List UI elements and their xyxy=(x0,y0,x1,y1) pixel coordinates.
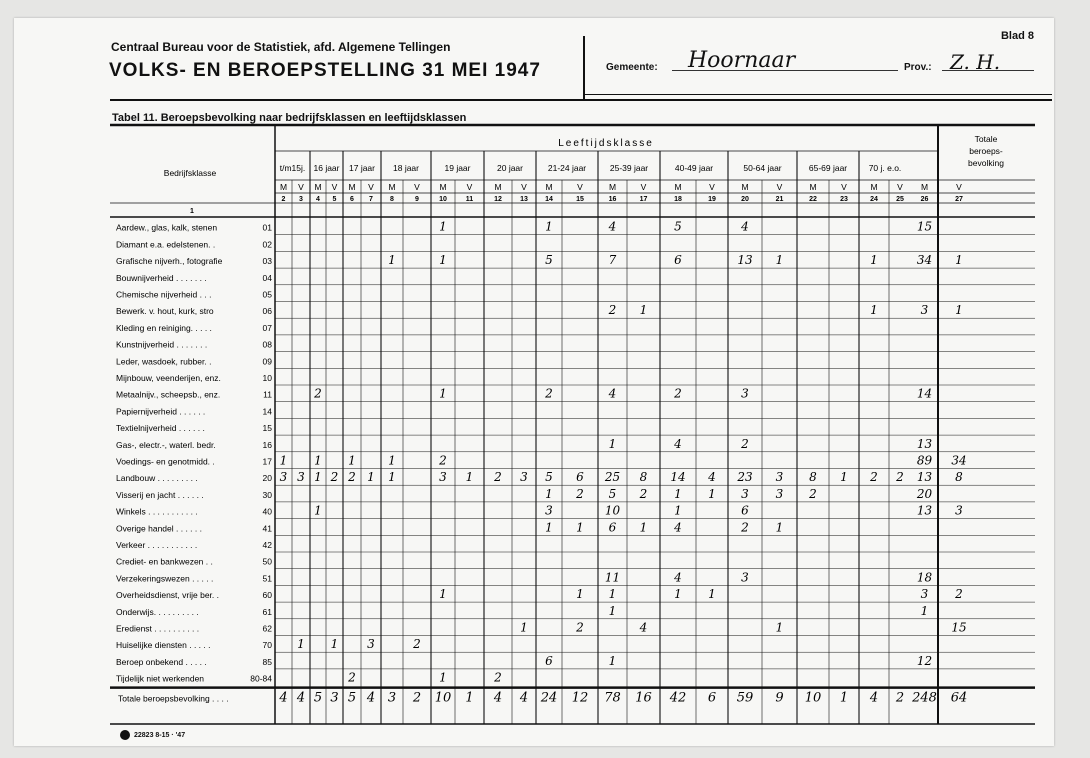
total-value: 4 xyxy=(493,690,503,706)
cell-value: 6 xyxy=(576,470,584,485)
col-number: 24 xyxy=(870,196,878,203)
cell-value: 1 xyxy=(439,386,447,401)
age-group-label: 20 jaar xyxy=(497,163,523,173)
leeftijd-header: Leeftijdsklasse xyxy=(558,138,654,149)
row-label: Overheidsdienst, vrije ber. . xyxy=(116,590,219,601)
cell-value: 4 xyxy=(608,219,617,234)
row-label: Diamant e.a. edelstenen. . xyxy=(116,239,216,250)
cell-value: 1 xyxy=(870,253,878,268)
cell-value: 1 xyxy=(674,486,682,501)
row-label: Metaalnijv., scheepsb., enz. xyxy=(116,389,221,400)
age-group-label: 17 jaar xyxy=(349,163,375,173)
row-code: 61 xyxy=(262,606,272,617)
cell-value: 2 xyxy=(674,386,682,401)
cell-value: 13 xyxy=(916,436,933,451)
cell-value: 4 xyxy=(708,470,716,485)
total-value: 4 xyxy=(366,690,376,706)
total-value: 9 xyxy=(775,690,784,706)
col-number: 11 xyxy=(465,196,474,203)
cell-value: 1 xyxy=(545,219,553,234)
cell-value: 15 xyxy=(916,219,933,234)
col-number: 15 xyxy=(576,196,584,203)
total-value: 3 xyxy=(387,690,397,706)
total-value: 2 xyxy=(412,690,422,706)
total-value: 10 xyxy=(804,690,822,706)
col-number: 23 xyxy=(840,196,848,203)
row-label: Voedings- en genotmidd. . xyxy=(116,456,215,467)
row-label: Winkels . . . . . . . . . . . xyxy=(116,506,198,517)
mv-label: M xyxy=(608,182,617,192)
col-number: 26 xyxy=(920,196,929,203)
col-number: 25 xyxy=(896,196,904,203)
row-code: 10 xyxy=(262,373,272,383)
cell-value: 1 xyxy=(348,453,356,468)
row-label: Chemische nijverheid . . . xyxy=(116,289,212,300)
row-label: Leder, wasdoek, rubber. . xyxy=(116,356,212,367)
row-code: 05 xyxy=(262,289,272,300)
cell-value: 5 xyxy=(545,470,553,485)
age-group-label: 16 jaar xyxy=(313,163,340,173)
row-label: Gas-, electr.-, waterl. bedr. xyxy=(116,439,216,450)
row-label: Onderwijs. . . . . . . . . . xyxy=(116,606,199,617)
total-value: 1 xyxy=(839,690,849,706)
row-label: Verkeer . . . . . . . . . . . xyxy=(116,540,198,550)
row-code: 41 xyxy=(262,523,272,534)
cell-value: 3 xyxy=(955,503,963,518)
row-code: 51 xyxy=(262,573,272,584)
row-label: Visserij en jacht . . . . . . xyxy=(116,489,204,500)
cell-value: 20 xyxy=(916,486,933,501)
row-code: 11 xyxy=(263,389,272,400)
age-group-label: 40-49 jaar xyxy=(674,163,714,173)
mv-label: M xyxy=(348,182,356,192)
cell-value: 3 xyxy=(920,587,929,602)
cell-value: 1 xyxy=(314,470,322,485)
cell-value: 2 xyxy=(576,486,584,501)
total-value: 4 xyxy=(519,690,529,706)
total-value: 2 xyxy=(895,690,905,706)
cell-value: 2 xyxy=(608,303,617,318)
row-label: Grafische nijverh., fotografie xyxy=(116,256,223,267)
sheet-number: Blad 8 xyxy=(1000,30,1034,42)
cell-value: 1 xyxy=(639,520,648,535)
cell-value: 3 xyxy=(297,470,305,485)
cell-value: 3 xyxy=(439,470,447,485)
mv-label: V xyxy=(577,182,583,192)
cell-value: 89 xyxy=(916,453,933,468)
row-code: 70 xyxy=(262,640,272,651)
cell-value: 3 xyxy=(920,303,929,318)
bedrijfsklasse-header: Bedrijfsklasse xyxy=(163,168,217,178)
cell-value: 1 xyxy=(674,587,682,602)
cell-value: 6 xyxy=(741,503,749,518)
cell-value: 4 xyxy=(674,520,682,535)
mv-label: M xyxy=(545,182,553,192)
row-code: 04 xyxy=(262,272,272,283)
cell-value: 1 xyxy=(330,637,339,652)
cbs-logo-icon xyxy=(120,730,130,740)
col-number: 5 xyxy=(332,196,337,203)
row-label: Beroep onbekend . . . . . xyxy=(116,656,207,667)
cell-value: 2 xyxy=(314,386,322,401)
row-code: 14 xyxy=(262,406,272,417)
cell-value: 6 xyxy=(674,253,682,268)
cell-value: 3 xyxy=(775,486,784,501)
cell-value: 12 xyxy=(916,653,933,668)
mv-label: M xyxy=(920,182,929,192)
age-group-label: t/m15j. xyxy=(279,163,306,173)
mv-label: M xyxy=(314,182,322,192)
cell-value: 1 xyxy=(576,520,584,535)
cell-value: 3 xyxy=(741,486,749,501)
col-number: 9 xyxy=(415,196,419,203)
row-code: 08 xyxy=(262,339,272,350)
cell-value: 3 xyxy=(741,386,749,401)
form-code: 22823 8-15 · '47 xyxy=(134,731,186,739)
row-label: Kleding en reiniging. . . . . xyxy=(116,322,212,333)
cell-value: 4 xyxy=(608,386,617,401)
cell-value: 3 xyxy=(520,470,528,485)
row-label: Eredienst . . . . . . . . . . xyxy=(116,623,200,634)
cell-value: 18 xyxy=(916,570,933,585)
cell-value: 1 xyxy=(608,436,617,451)
cell-value: 2 xyxy=(439,453,447,468)
cell-value: 1 xyxy=(608,587,617,602)
col-number: 7 xyxy=(369,196,373,203)
age-group-label: 21-24 jaar xyxy=(547,163,587,173)
total-value: 78 xyxy=(604,690,621,706)
mv-label: V xyxy=(414,182,420,192)
cell-value: 1 xyxy=(955,303,963,318)
row-code: 17 xyxy=(262,456,272,467)
mv-label: V xyxy=(776,182,783,192)
cell-value: 3 xyxy=(741,570,749,585)
row-label: Papiernijverheid . . . . . . xyxy=(116,406,206,417)
cell-value: 1 xyxy=(388,453,396,468)
cell-value: 1 xyxy=(439,219,447,234)
cell-value: 2 xyxy=(348,670,356,685)
cell-value: 2 xyxy=(348,470,356,485)
mv-label: V xyxy=(368,182,374,192)
row-code: 20 xyxy=(262,473,272,484)
total-value: 6 xyxy=(707,690,717,706)
cell-value: 14 xyxy=(670,470,686,485)
mv-label: V xyxy=(897,182,903,192)
total-value: 12 xyxy=(571,690,589,706)
cell-value: 1 xyxy=(955,253,963,268)
col-number: 2 xyxy=(281,196,286,203)
row-label: Textielnijverheid . . . . . . xyxy=(116,423,205,434)
cell-value: 1 xyxy=(314,503,322,518)
mv-label: M xyxy=(439,182,447,192)
col-number: 21 xyxy=(775,196,784,203)
mv-label: V xyxy=(956,182,962,192)
cell-value: 1 xyxy=(775,620,784,635)
row-code: 16 xyxy=(262,439,272,450)
row-code: 60 xyxy=(262,590,272,601)
cell-value: 1 xyxy=(775,253,784,268)
cell-value: 1 xyxy=(279,453,288,468)
mv-label: V xyxy=(709,182,715,192)
mv-label: M xyxy=(494,182,502,192)
col-number: 14 xyxy=(545,196,553,203)
cell-value: 1 xyxy=(674,503,682,518)
cell-value: 1 xyxy=(708,587,716,602)
cell-value: 2 xyxy=(413,637,421,652)
cell-value: 4 xyxy=(741,219,749,234)
total-value: 4 xyxy=(279,690,288,706)
age-group-label: 18 jaar xyxy=(393,163,419,173)
row-label: Mijnbouw, veenderijen, enz. xyxy=(116,373,221,383)
gemeente-label: Gemeente: xyxy=(606,62,658,73)
cell-value: 8 xyxy=(955,470,963,485)
total-value: 248 xyxy=(912,690,937,706)
row-label: Verzekeringswezen . . . . . xyxy=(116,573,214,584)
row-label: Bewerk. v. hout, kurk, stro xyxy=(116,306,214,317)
form-title: VOLKS- EN BEROEPSTELLING 31 MEI 1947 xyxy=(109,60,541,81)
totals-label: Totale beroepsbevolking . . . . xyxy=(118,693,229,704)
col-number: 22 xyxy=(809,196,817,203)
total-value: 4 xyxy=(869,690,879,706)
mv-label: V xyxy=(298,182,304,192)
cell-value: 34 xyxy=(916,253,933,268)
cell-value: 8 xyxy=(809,470,817,485)
mv-label: M xyxy=(388,182,396,192)
cell-value: 1 xyxy=(314,453,322,468)
cell-value: 2 xyxy=(809,486,817,501)
mv-label: M xyxy=(870,182,878,192)
total-value: 42 xyxy=(669,690,687,706)
cell-value: 3 xyxy=(279,470,288,485)
row-label: Crediet- en bankwezen . . xyxy=(116,556,213,567)
cell-value: 1 xyxy=(520,620,528,635)
cell-value: 4 xyxy=(674,570,682,585)
cell-value: 1 xyxy=(439,670,447,685)
totale-header-line: bevolking xyxy=(968,158,1004,168)
cell-value: 1 xyxy=(608,653,617,668)
col-number: 27 xyxy=(955,196,963,203)
totale-header-line: beroeps- xyxy=(969,146,1003,156)
province-value: Z. H. xyxy=(950,50,1001,74)
mv-label: V xyxy=(466,182,473,192)
row-code: 80-84 xyxy=(250,673,272,684)
row-code: 07 xyxy=(262,322,272,333)
cell-value: 3 xyxy=(775,470,784,485)
cell-value: 2 xyxy=(576,620,584,635)
total-value: 10 xyxy=(434,690,452,706)
province-label: Prov.: xyxy=(904,62,932,73)
age-group-label: 19 jaar xyxy=(444,163,471,173)
total-value: 3 xyxy=(330,690,339,706)
cell-value: 14 xyxy=(916,386,933,401)
total-value: 59 xyxy=(736,690,754,706)
cell-value: 1 xyxy=(388,470,396,485)
cell-value: 13 xyxy=(916,470,933,485)
cell-value: 2 xyxy=(741,520,749,535)
mv-label: V xyxy=(841,182,847,192)
cell-value: 2 xyxy=(494,470,502,485)
cell-value: 10 xyxy=(604,503,621,518)
cell-value: 11 xyxy=(604,570,621,585)
cell-value: 1 xyxy=(608,603,617,618)
total-value: 5 xyxy=(313,690,323,706)
col-number: 12 xyxy=(494,196,502,203)
cell-value: 2 xyxy=(955,587,963,602)
cell-value: 13 xyxy=(916,503,933,518)
total-value: 1 xyxy=(465,690,474,706)
cell-value: 1 xyxy=(367,470,375,485)
row-label: Bouwnijverheid . . . . . . . xyxy=(116,272,207,283)
total-value: 16 xyxy=(635,690,652,706)
cell-value: 6 xyxy=(608,520,617,535)
cell-value: 4 xyxy=(674,436,682,451)
col-number-1: 1 xyxy=(190,208,194,215)
row-code: 30 xyxy=(262,489,272,500)
cell-value: 4 xyxy=(639,620,648,635)
cell-value: 2 xyxy=(545,386,553,401)
row-code: 85 xyxy=(262,656,272,667)
total-value: 24 xyxy=(540,690,558,706)
mv-label: M xyxy=(674,182,682,192)
cell-value: 5 xyxy=(674,219,682,234)
total-value: 5 xyxy=(347,690,357,706)
col-number: 19 xyxy=(708,196,716,203)
cell-value: 3 xyxy=(367,637,375,652)
bureau-name: Centraal Bureau voor de Statistiek, afd. Algemene Tellingen xyxy=(111,40,451,54)
cell-value: 7 xyxy=(608,253,617,268)
col-number: 17 xyxy=(639,196,648,203)
cell-value: 2 xyxy=(330,470,339,485)
cell-value: 1 xyxy=(576,587,584,602)
row-label: Overige handel . . . . . . xyxy=(116,523,202,534)
row-code: 50 xyxy=(262,556,272,567)
col-number: 3 xyxy=(299,196,303,203)
row-label: Tijdelijk niet werkenden xyxy=(116,673,205,684)
age-group-label: 65-69 jaar xyxy=(808,163,848,173)
age-group-label: 25-39 jaar xyxy=(609,163,649,173)
row-code: 09 xyxy=(262,356,272,367)
cell-value: 8 xyxy=(639,470,648,485)
mv-label: M xyxy=(741,182,749,192)
cell-value: 3 xyxy=(545,503,553,518)
row-label: Kunstnijverheid . . . . . . . xyxy=(116,339,208,350)
cell-value: 1 xyxy=(545,486,553,501)
cell-value: 1 xyxy=(840,470,848,485)
totale-header-line: Totale xyxy=(974,134,998,144)
cell-value: 25 xyxy=(604,470,621,485)
cell-value: 34 xyxy=(951,453,967,468)
cell-value: 1 xyxy=(439,253,447,268)
col-number: 18 xyxy=(674,196,682,203)
cell-value: 1 xyxy=(465,470,474,485)
cell-value: 2 xyxy=(870,470,878,485)
row-code: 01 xyxy=(262,222,272,233)
cell-value: 1 xyxy=(775,520,784,535)
cell-value: 1 xyxy=(388,253,396,268)
cell-value: 1 xyxy=(639,303,648,318)
cell-value: 2 xyxy=(639,486,648,501)
cell-value: 5 xyxy=(608,486,617,501)
table-title: Tabel 11. Beroepsbevolking naar bedrijfsklassen en leeftijdsklassen xyxy=(112,112,467,124)
cell-value: 5 xyxy=(545,253,553,268)
mv-label: V xyxy=(640,182,647,192)
age-group-label: 70 j. e.o. xyxy=(868,163,902,173)
row-label: Aardew., glas, kalk, stenen xyxy=(116,222,218,233)
age-group-label: 50-64 jaar xyxy=(743,163,782,173)
cell-value: 1 xyxy=(297,637,305,652)
row-code: 42 xyxy=(262,540,272,550)
row-label: Huiselijke diensten . . . . . xyxy=(116,640,211,651)
cell-value: 2 xyxy=(741,436,749,451)
cell-value: 6 xyxy=(545,653,553,668)
cell-value: 2 xyxy=(896,470,904,485)
row-code: 62 xyxy=(262,623,272,634)
col-number: 16 xyxy=(608,196,617,203)
row-code: 40 xyxy=(262,506,272,517)
gemeente-value: Hoornaar xyxy=(688,48,796,73)
mv-label: V xyxy=(331,182,338,192)
total-value: 4 xyxy=(296,690,306,706)
mv-label: M xyxy=(809,182,817,192)
cell-value: 1 xyxy=(870,303,878,318)
col-number: 6 xyxy=(350,196,354,203)
col-number: 8 xyxy=(390,196,394,203)
cell-value: 1 xyxy=(920,603,929,618)
row-code: 06 xyxy=(262,306,272,317)
total-value: 64 xyxy=(950,690,968,706)
cell-value: 23 xyxy=(737,470,753,485)
mv-label: V xyxy=(521,182,527,192)
form-footer xyxy=(120,730,185,740)
row-code: 03 xyxy=(262,256,272,267)
col-number: 10 xyxy=(439,196,447,203)
col-number: 4 xyxy=(316,196,320,203)
col-number: 20 xyxy=(741,196,749,203)
col-number: 13 xyxy=(520,196,528,203)
mv-label: M xyxy=(279,182,288,192)
cell-value: 2 xyxy=(494,670,502,685)
cell-value: 13 xyxy=(737,253,753,268)
cell-value: 1 xyxy=(545,520,553,535)
row-label: Landbouw . . . . . . . . . xyxy=(116,473,198,484)
cell-value: 1 xyxy=(708,486,716,501)
cell-value: 1 xyxy=(439,587,447,602)
row-code: 15 xyxy=(262,423,272,434)
cell-value: 15 xyxy=(951,620,967,635)
row-code: 02 xyxy=(262,239,272,250)
